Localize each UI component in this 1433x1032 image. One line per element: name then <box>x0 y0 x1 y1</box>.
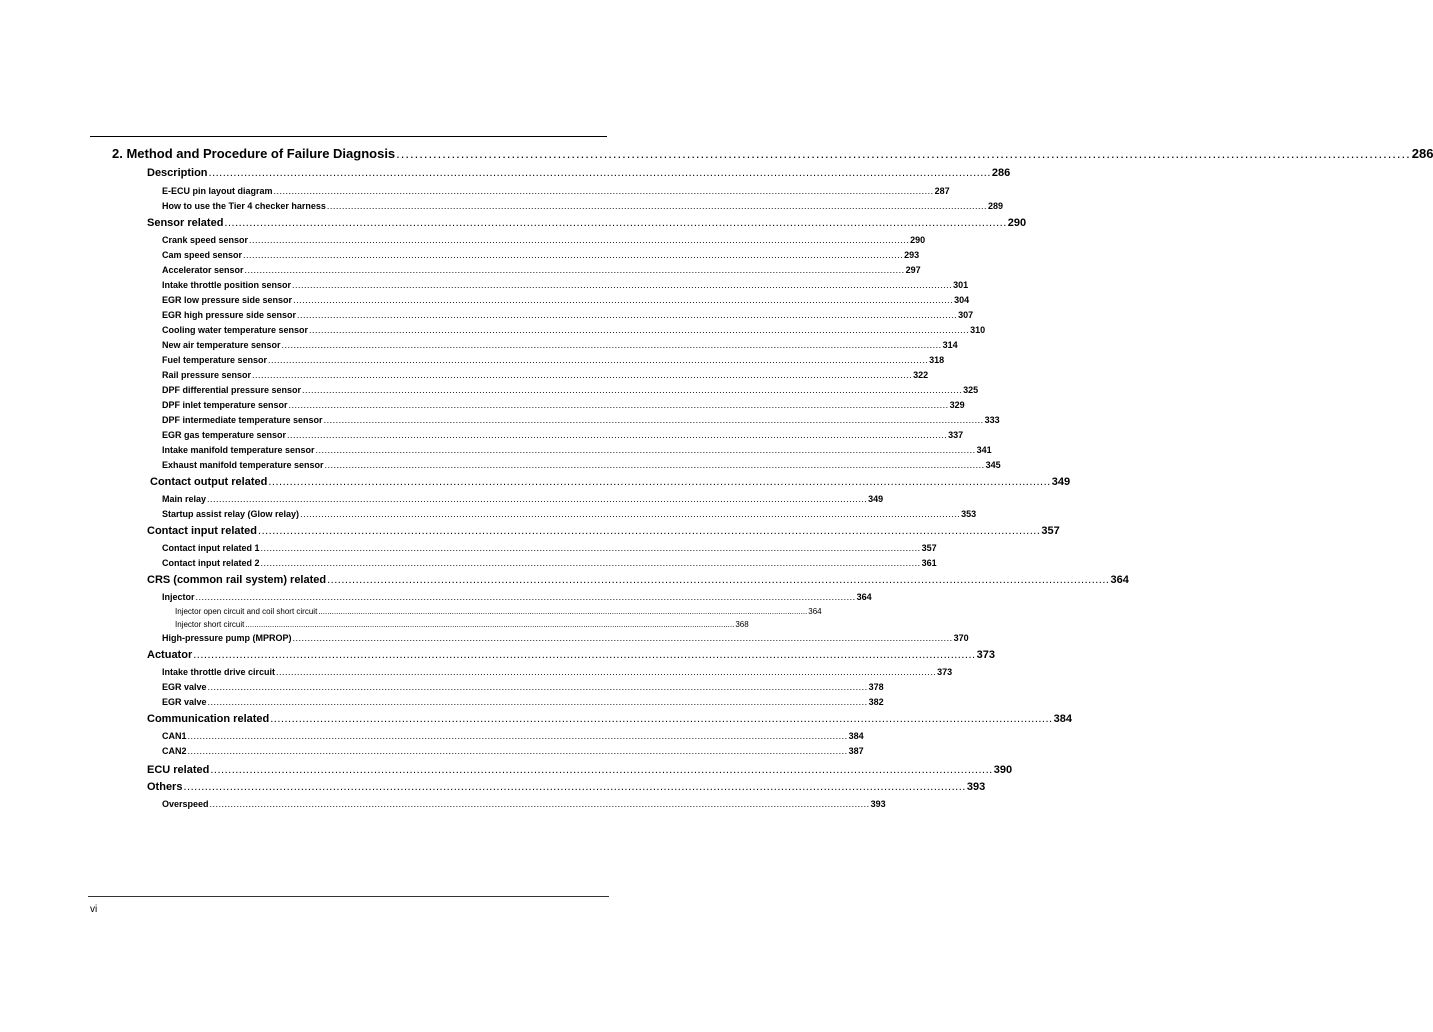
toc-leader: ............................................................................................................................................................................................................................ <box>207 494 868 504</box>
toc-leader: ............................................................................................................................................................................................................................ <box>260 543 921 553</box>
toc-entry[interactable] <box>162 445 992 455</box>
toc-title: Injector <box>162 592 195 602</box>
toc-title: Intake throttle drive circuit <box>162 667 276 677</box>
toc-entry[interactable] <box>162 295 970 305</box>
toc-title: DPF inlet temperature sensor <box>162 400 288 410</box>
toc-page: 290 <box>1007 217 1027 229</box>
toc-leader: ............................................................................................................................................................................................................................ <box>270 713 1053 725</box>
toc-leader: ............................................................................................................................................................................................................................ <box>326 201 988 211</box>
toc-leader: ............................................................................................................................................................................................................................ <box>268 355 929 365</box>
toc-leader: ............................................................................................................................................................................................................................ <box>187 731 848 741</box>
toc-page: 329 <box>949 400 965 410</box>
toc-leader: ............................................................................................................................................................................................................................ <box>187 746 848 756</box>
toc-page: 349 <box>868 494 884 504</box>
toc-leader: ............................................................................................................................................................................................................................ <box>292 633 953 643</box>
toc-leader: ............................................................................................................................................................................................................................ <box>273 186 934 196</box>
footer-rule <box>88 896 609 897</box>
toc-leader: ............................................................................................................................................................................................................................ <box>309 325 970 335</box>
toc-title: Fuel temperature sensor <box>162 355 268 365</box>
toc-entry[interactable] <box>147 713 1072 725</box>
toc-title: Description <box>147 167 208 179</box>
toc-page: 345 <box>985 460 1001 470</box>
toc-entry[interactable] <box>162 415 1000 425</box>
toc-entry[interactable] <box>147 764 1013 776</box>
toc-entry[interactable] <box>147 574 1129 586</box>
toc-entry[interactable] <box>162 697 884 707</box>
toc-page: 368 <box>735 620 749 629</box>
toc-entry[interactable] <box>147 167 1011 179</box>
toc-entry[interactable] <box>162 265 921 275</box>
toc-title: EGR valve <box>162 697 207 707</box>
toc-title: Communication related <box>147 713 270 725</box>
toc-entry[interactable] <box>162 235 926 245</box>
toc-entry[interactable] <box>162 543 937 553</box>
toc-title: E-ECU pin layout diagram <box>162 186 273 196</box>
toc-title: Contact input related 2 <box>162 558 260 568</box>
toc-title: Contact input related 1 <box>162 543 260 553</box>
toc-leader: ............................................................................................................................................................................................................................ <box>323 415 984 425</box>
toc-leader: ............................................................................................................................................................................................................................ <box>287 430 948 440</box>
toc-title: DPF intermediate temperature sensor <box>162 415 323 425</box>
toc-page: 364 <box>856 592 872 602</box>
toc-entry[interactable] <box>162 592 872 602</box>
toc-page: 304 <box>954 295 970 305</box>
toc-entry[interactable] <box>147 217 1027 229</box>
toc-page: 322 <box>913 370 929 380</box>
toc-leader: ............................................................................................................................................................................................................................ <box>210 764 993 776</box>
toc-title: Crank speed sensor <box>162 235 249 245</box>
toc-leader: ............................................................................................................................................................................................................................ <box>183 781 966 793</box>
toc-page: 333 <box>984 415 1000 425</box>
toc-page: 364 <box>808 607 822 616</box>
toc-title: Contact input related <box>147 525 258 537</box>
toc-entry[interactable] <box>162 340 958 350</box>
toc-leader: ............................................................................................................................................................................................................................ <box>208 167 991 179</box>
toc-page: 373 <box>976 649 995 661</box>
toc-entry[interactable] <box>162 400 965 410</box>
toc-title: Main relay <box>162 494 207 504</box>
toc-entry[interactable] <box>162 325 986 335</box>
toc-leader: ............................................................................................................................................................................................................................ <box>324 460 985 470</box>
toc-page: 337 <box>948 430 964 440</box>
toc-title: EGR low pressure side sensor <box>162 295 293 305</box>
toc-page: 310 <box>970 325 986 335</box>
toc-leader: ............................................................................................................................................................................................................................ <box>245 620 735 629</box>
toc-title: Intake manifold temperature sensor <box>162 445 315 455</box>
toc-page: 289 <box>988 201 1004 211</box>
toc-title: CAN2 <box>162 746 187 756</box>
toc-entry[interactable] <box>175 607 822 616</box>
toc-page: 341 <box>976 445 992 455</box>
toc-entry[interactable] <box>162 280 969 290</box>
toc-page: 307 <box>958 310 974 320</box>
toc-page: 293 <box>904 250 920 260</box>
toc-entry[interactable] <box>162 633 969 643</box>
toc-title: Exhaust manifold temperature sensor <box>162 460 324 470</box>
toc-page: 353 <box>961 509 977 519</box>
toc-leader: ............................................................................................................................................................................................................................ <box>252 370 913 380</box>
toc-title: Actuator <box>147 649 193 661</box>
toc-leader: ............................................................................................................................................................................................................................ <box>249 235 910 245</box>
toc-entry[interactable] <box>162 494 884 504</box>
toc-entry[interactable] <box>162 731 864 741</box>
toc-leader: ............................................................................................................................................................................................................................ <box>224 217 1007 229</box>
toc-leader: ............................................................................................................................................................................................................................ <box>268 476 1051 488</box>
toc-leader: ............................................................................................................................................................................................................................ <box>209 799 870 809</box>
toc-title: Sensor related <box>147 217 224 229</box>
toc-entry[interactable] <box>162 509 977 519</box>
toc-entry[interactable] <box>162 799 886 809</box>
toc-page: 357 <box>921 543 937 553</box>
toc-page: 384 <box>1053 713 1072 725</box>
toc-page: 384 <box>848 731 864 741</box>
toc-title: Cooling water temperature sensor <box>162 325 309 335</box>
toc-leader: ............................................................................................................................................................................................................................ <box>292 280 953 290</box>
toc-leader: ............................................................................................................................................................................................................................ <box>258 525 1041 537</box>
toc-entry[interactable] <box>162 667 953 677</box>
toc-title: Rail pressure sensor <box>162 370 252 380</box>
toc-entry[interactable] <box>162 370 929 380</box>
footer-page-number: vi <box>90 904 98 915</box>
toc-entry[interactable] <box>162 746 864 756</box>
toc-title: Others <box>147 781 183 793</box>
toc-entry[interactable] <box>162 310 974 320</box>
toc-entry[interactable] <box>147 525 1060 537</box>
toc-title: CAN1 <box>162 731 187 741</box>
toc-entry[interactable] <box>162 682 884 692</box>
toc-leader: ............................................................................................................................................................................................................................ <box>260 558 921 568</box>
toc-page: 287 <box>934 186 950 196</box>
toc-page: 286 <box>1411 146 1433 161</box>
toc-page: 382 <box>868 697 884 707</box>
toc-page: 370 <box>953 633 969 643</box>
toc-leader: ............................................................................................................................................................................................................................ <box>193 649 976 661</box>
toc-entry[interactable] <box>162 250 920 260</box>
toc-entry[interactable] <box>147 649 995 661</box>
toc-entry[interactable] <box>162 460 1001 470</box>
toc-title: Intake throttle position sensor <box>162 280 292 290</box>
toc-title: ECU related <box>147 764 210 776</box>
toc-page: 361 <box>921 558 937 568</box>
toc-title: EGR high pressure side sensor <box>162 310 297 320</box>
toc-leader: ............................................................................................................................................................................................................................ <box>243 250 904 260</box>
toc-entry[interactable] <box>112 146 1433 161</box>
toc-leader: ............................................................................................................................................................................................................................ <box>302 385 963 395</box>
toc-title: 2. Method and Procedure of Failure Diagnosis <box>112 146 396 161</box>
toc-leader: ............................................................................................................................................................................................................................ <box>315 445 976 455</box>
toc-leader: ............................................................................................................................................................................................................................ <box>288 400 949 410</box>
toc-title: EGR gas temperature sensor <box>162 430 287 440</box>
toc-title: Cam speed sensor <box>162 250 243 260</box>
toc-page: 286 <box>991 167 1011 179</box>
toc-page: 364 <box>1110 574 1129 586</box>
toc-title: DPF differential pressure sensor <box>162 385 302 395</box>
toc-page: 393 <box>966 781 986 793</box>
toc-page: 390 <box>993 764 1013 776</box>
toc-page: 290 <box>910 235 926 245</box>
toc-leader: ............................................................................................................................................................................................................................ <box>300 509 961 519</box>
toc-leader: ............................................................................................................................................................................................................................ <box>318 607 808 616</box>
toc-page: 325 <box>963 385 979 395</box>
toc-leader: ............................................................................................................................................................................................................................ <box>207 682 868 692</box>
toc-leader: ............................................................................................................................................................................................................................ <box>195 592 856 602</box>
toc-title: Accelerator sensor <box>162 265 244 275</box>
toc-page: 378 <box>868 682 884 692</box>
toc-entry[interactable] <box>162 355 945 365</box>
toc-title: Contact output related <box>150 476 268 488</box>
toc-title: Startup assist relay (Glow relay) <box>162 509 300 519</box>
toc-page: 349 <box>1051 476 1071 488</box>
toc-page: 393 <box>870 799 886 809</box>
toc-leader: ............................................................................................................................................................................................................................ <box>293 295 954 305</box>
toc-entry[interactable] <box>162 186 950 196</box>
toc-page: 314 <box>942 340 958 350</box>
toc-title: Injector short circuit <box>175 620 245 629</box>
toc-entry[interactable] <box>147 781 986 793</box>
toc-page: 387 <box>848 746 864 756</box>
toc-entry[interactable] <box>162 201 1004 211</box>
toc-title: New air temperature sensor <box>162 340 281 350</box>
toc-leader: ............................................................................................................................................................................................................................ <box>276 667 937 677</box>
toc-page: 373 <box>937 667 953 677</box>
toc-title: How to use the Tier 4 checker harness <box>162 201 326 211</box>
header-rule <box>90 136 607 137</box>
toc-page: 357 <box>1041 525 1060 537</box>
toc-leader: ............................................................................................................................................................................................................................ <box>244 265 905 275</box>
toc-leader: ............................................................................................................................................................................................................................ <box>281 340 942 350</box>
toc-page: 301 <box>953 280 969 290</box>
toc-entry[interactable] <box>162 430 964 440</box>
toc-page: 318 <box>929 355 945 365</box>
toc-leader: ............................................................................................................................................................................................................................ <box>327 574 1110 586</box>
toc-title: Injector open circuit and coil short circuit <box>175 607 318 616</box>
toc-title: Overspeed <box>162 799 209 809</box>
toc-page: 297 <box>905 265 921 275</box>
toc-leader: ............................................................................................................................................................................................................................ <box>207 697 868 707</box>
toc-title: High-pressure pump (MPROP) <box>162 633 292 643</box>
toc-leader: ............................................................................................................................................................................................................................ <box>297 310 958 320</box>
toc-entry[interactable] <box>162 558 937 568</box>
toc-title: EGR valve <box>162 682 207 692</box>
toc-entry[interactable] <box>162 385 979 395</box>
toc-title: CRS (common rail system) related <box>147 574 327 586</box>
toc-entry[interactable] <box>175 620 749 629</box>
toc-leader: ............................................................................................................................................................................................................................ <box>396 146 1411 161</box>
toc-entry[interactable] <box>150 476 1071 488</box>
